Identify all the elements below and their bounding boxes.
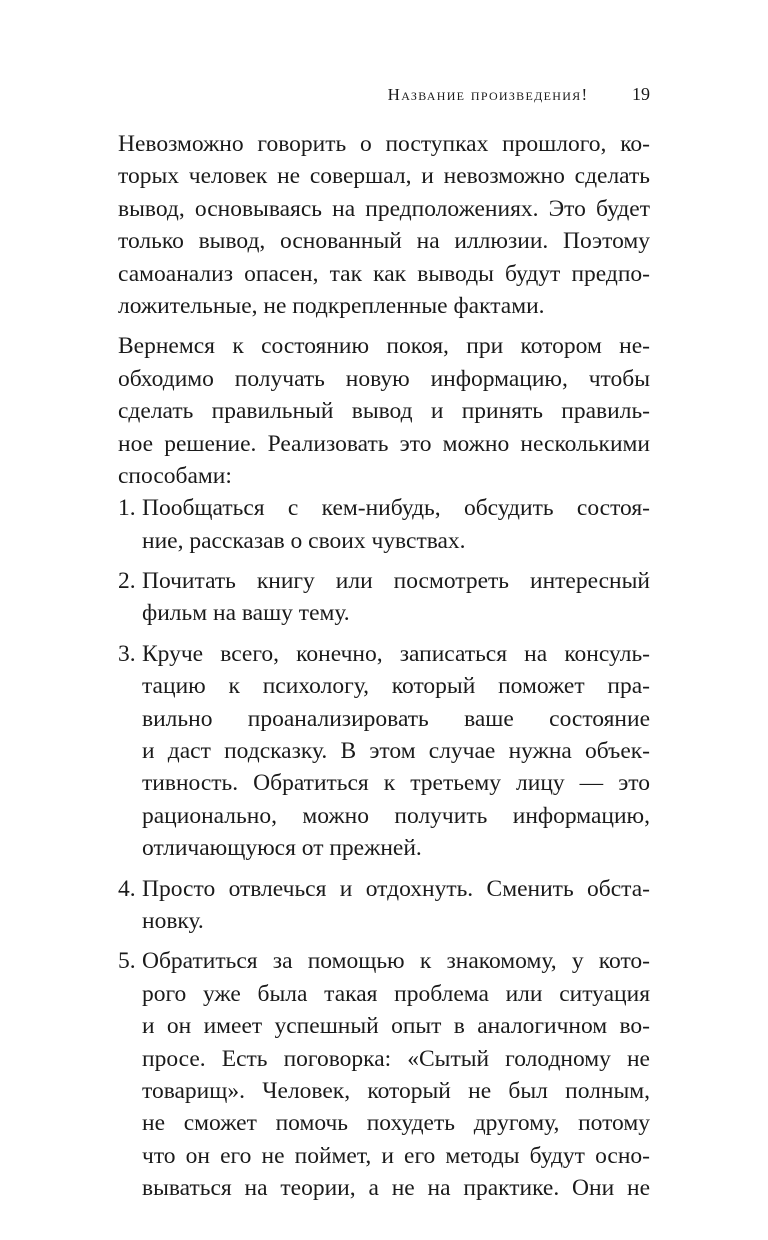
text-line: вываться на теории, а не на практике. Они не (142, 1175, 650, 1202)
text-line: сделать правильный вывод и принять правиль- (118, 398, 650, 425)
list-item (118, 873, 650, 938)
list-item (118, 565, 650, 630)
list-number: 3. (118, 640, 136, 667)
list-number: 4. (118, 875, 136, 902)
paragraph (118, 128, 650, 322)
paragraph (118, 330, 650, 492)
list-item (118, 945, 650, 1204)
text-line: не сможет помочь похудеть другому, потому (142, 1110, 650, 1137)
text-line: Обратиться за помощью к знакомому, у кото- (142, 948, 650, 975)
text-line: товарищ». Человек, который не был полным, (142, 1077, 650, 1104)
list-item (118, 492, 650, 557)
text-line: рационально, можно получить информацию, (142, 802, 650, 829)
text-line: самоанализ опасен, так как выводы будут предпо- (118, 260, 650, 287)
text-line: новку. (142, 907, 204, 934)
body-text (118, 128, 650, 1205)
text-line: Невозможно говорить о поступках прошлого, ко- (118, 131, 650, 157)
text-line: обходимо получать новую информацию, чтобы (118, 365, 650, 392)
text-line: рого уже была такая проблема или ситуация (142, 980, 650, 1007)
numbered-list (118, 492, 650, 1204)
page-number: 19 (632, 84, 650, 104)
text-line: отличающуюся от прежней. (142, 835, 422, 862)
chapter-title: Название произведения! (387, 85, 589, 104)
text-line: Почитать книгу или посмотреть интересный (142, 568, 650, 595)
list-number: 5. (118, 948, 136, 975)
text-line: просе. Есть поговорка: «Сытый голодному не (142, 1045, 650, 1072)
text-line: и он имеет успешный опыт в аналогичном во- (142, 1013, 650, 1040)
text-line: фильм на вашу тему. (142, 600, 350, 627)
text-line: только вывод, основанный на иллюзии. Поэтому (118, 228, 650, 255)
text-line: способами: (118, 462, 232, 489)
list-number: 2. (118, 568, 136, 595)
text-line: вильно проанализировать ваше состояние (142, 705, 650, 732)
text-line: Вернемся к состоянию покоя, при котором не- (118, 333, 650, 360)
text-line: тацию к психологу, который поможет пра- (142, 673, 650, 700)
text-line: вывод, основываясь на предположениях. Это будет (118, 195, 650, 222)
text-line: тивность. Обратиться к третьему лицу — это (142, 770, 650, 797)
list-number: 1. (118, 495, 136, 522)
text-line: и даст подсказку. В этом случае нужна объек- (142, 738, 650, 765)
text-line: Круче всего, конечно, записаться на консуль- (142, 640, 650, 667)
text-line: ложительные, не подкрепленные фактами. (118, 292, 545, 319)
text-line: ние, рассказав о своих чувствах. (142, 527, 466, 554)
text-line: Просто отвлечься и отдохнуть. Сменить обста- (142, 875, 650, 902)
list-item (118, 638, 650, 865)
text-line: торых человек не совершал, и невозможно сделать (118, 163, 650, 190)
text-line: ное решение. Реализовать это можно несколькими (118, 430, 650, 457)
text-line: что он его не поймет, и его методы будут осно- (142, 1142, 650, 1169)
running-header (0, 84, 650, 105)
text-line: Пообщаться с кем-нибудь, обсудить состоя- (142, 495, 650, 522)
